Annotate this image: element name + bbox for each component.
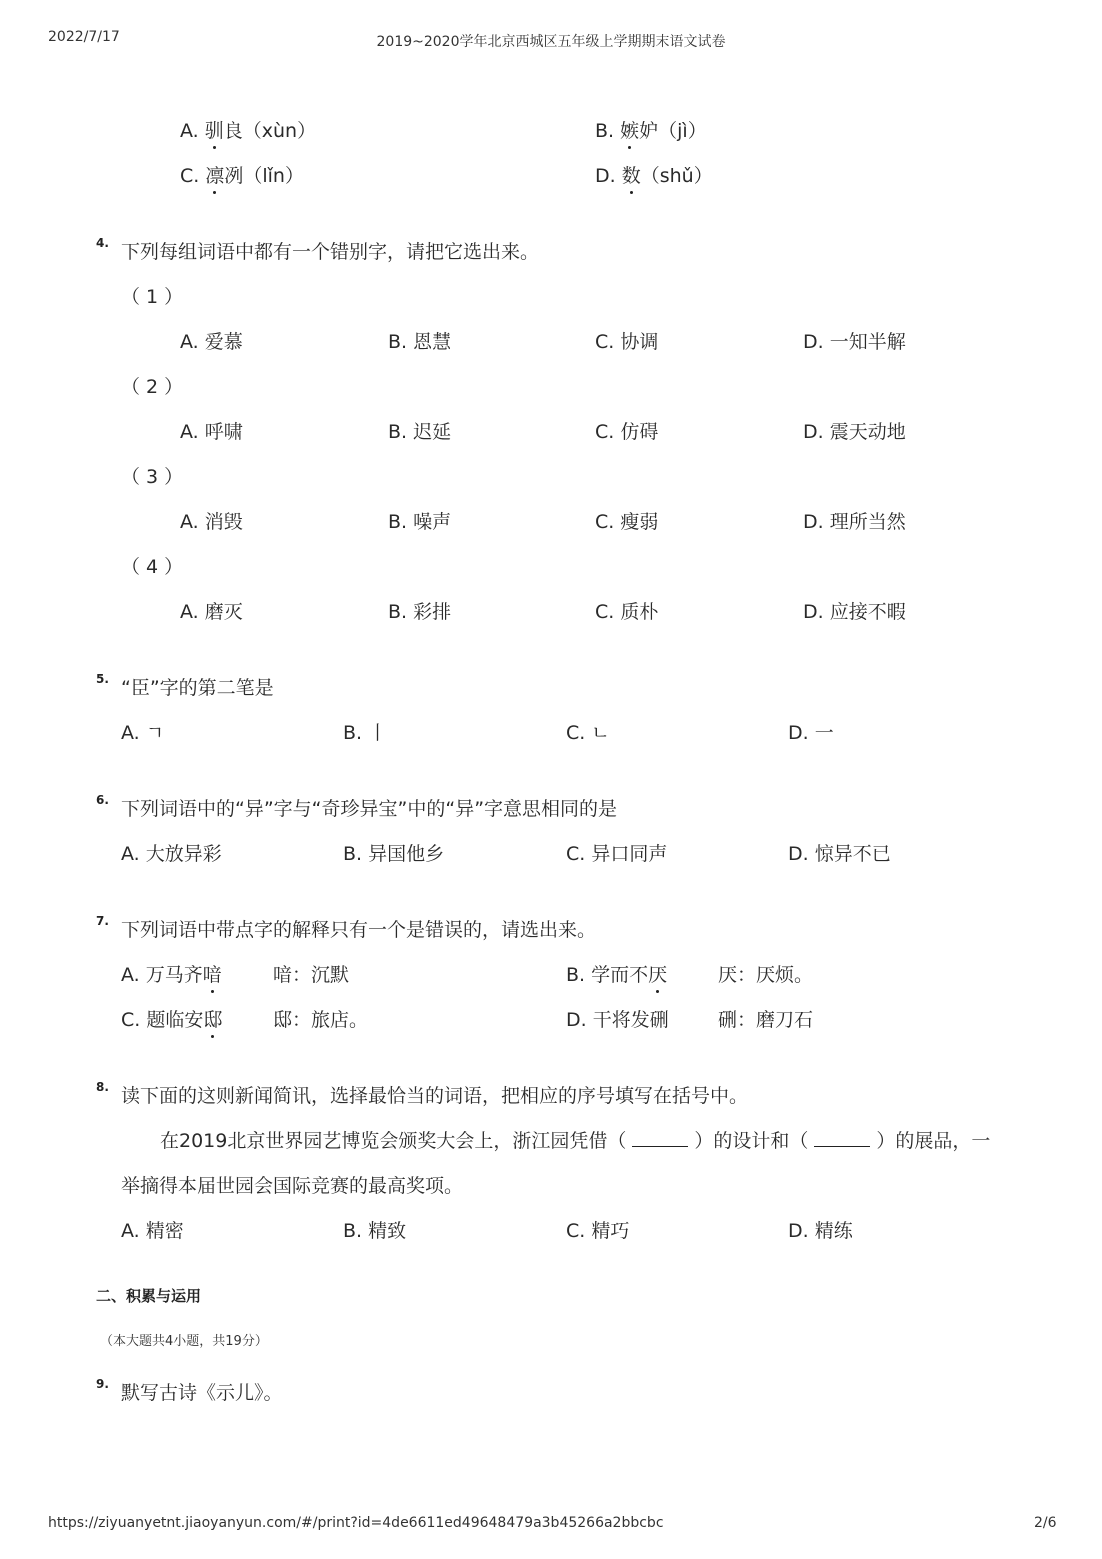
document-title: 2019~2020学年北京西城区五年级上学期期末语文试卷: [376, 34, 726, 50]
footer-url[interactable]: https://ziyuanyetnt.jiaoyanyun.com/#/print?id=4de6611ed49648479a3b45266a2bbcbc: [48, 1515, 664, 1531]
q8-passage-line-1: 在2019北京世界园艺博览会颁奖大会上，浙江园凭借（ ）的设计和（ ）的展品，一: [160, 1130, 991, 1152]
answer-blank-1[interactable]: [632, 1132, 688, 1147]
q4-g3-option-c[interactable]: C. 瘦弱: [595, 511, 659, 533]
q4-text: 下列每组词语中都有一个错别字，请把它选出来。: [121, 241, 540, 263]
dotted-char: 厌: [648, 960, 667, 987]
q3-option-c[interactable]: C. 凛冽（lǐn）: [180, 161, 304, 188]
q4-g1-option-c[interactable]: C. 协调: [595, 331, 659, 353]
dotted-char: 邸: [203, 1005, 222, 1032]
print-date: 2022/7/17: [48, 29, 120, 45]
q3-option-b[interactable]: B. 嫉妒（jì）: [595, 116, 707, 143]
q7-option-b-explain: 厌：厌烦。: [718, 964, 814, 986]
q6-option-b[interactable]: B. 异国他乡: [343, 843, 445, 865]
page-number: 2/6: [1034, 1515, 1057, 1531]
q4-g2-option-b[interactable]: B. 迟延: [388, 421, 452, 443]
q4-group-1-label: （ 1 ）: [121, 286, 184, 308]
q5-text: “臣”字的第二笔是: [121, 677, 274, 699]
q6-option-a[interactable]: A. 大放异彩: [121, 843, 222, 865]
q9-number: 9.: [96, 1377, 109, 1391]
q5-option-b[interactable]: B. 丨: [343, 722, 388, 744]
q5-number: 5.: [96, 672, 109, 686]
q7-option-d-explain: 硎：磨刀石: [718, 1009, 814, 1031]
q4-g1-option-a[interactable]: A. 爱慕: [180, 331, 243, 353]
q4-group-4-label: （ 4 ）: [121, 556, 184, 578]
q4-g2-option-c[interactable]: C. 仿碍: [595, 421, 659, 443]
dotted-char: 嫉: [620, 116, 639, 143]
q4-g4-option-d[interactable]: D. 应接不暇: [803, 601, 906, 623]
q4-g4-option-a[interactable]: A. 磨灭: [180, 601, 243, 623]
plain-char: 硎: [649, 1009, 669, 1031]
q4-number: 4.: [96, 236, 109, 250]
q7-option-c[interactable]: C. 题临安邸: [121, 1005, 222, 1032]
q3-option-a[interactable]: A. 驯良（xùn）: [180, 116, 316, 143]
dotted-char: 驯: [205, 116, 224, 143]
q8-passage-line-2: 举摘得本届世园会国际竞赛的最高奖项。: [121, 1175, 464, 1197]
q4-group-2-label: （ 2 ）: [121, 376, 184, 398]
q8-option-d[interactable]: D. 精练: [788, 1220, 853, 1242]
q4-g1-option-b[interactable]: B. 恩慧: [388, 331, 452, 353]
q5-option-a[interactable]: A. ㄱ: [121, 722, 165, 744]
q4-g3-option-d[interactable]: D. 理所当然: [803, 511, 906, 533]
dotted-char: 数: [622, 161, 641, 188]
q7-text: 下列词语中带点字的解释只有一个是错误的，请选出来。: [121, 919, 597, 941]
q4-g2-option-a[interactable]: A. 呼啸: [180, 421, 243, 443]
q7-option-a-explain: 喑：沉默: [273, 964, 350, 986]
q3-option-d[interactable]: D. 数（shǔ）: [595, 161, 713, 188]
q4-g3-option-b[interactable]: B. 噪声: [388, 511, 452, 533]
q4-g2-option-d[interactable]: D. 震天动地: [803, 421, 906, 443]
q8-option-a[interactable]: A. 精密: [121, 1220, 184, 1242]
q6-option-c[interactable]: C. 异口同声: [566, 843, 668, 865]
q5-option-d[interactable]: D. 一: [788, 722, 834, 744]
dotted-char: 凛: [205, 161, 224, 188]
q7-option-d[interactable]: D. 干将发硎: [566, 1009, 669, 1031]
q8-number: 8.: [96, 1080, 109, 1094]
q6-text: 下列词语中的“异”字与“奇珍异宝”中的“异”字意思相同的是: [121, 798, 618, 820]
q7-option-b[interactable]: B. 学而不厌: [566, 960, 667, 987]
q5-option-c[interactable]: C. ㄴ: [566, 722, 610, 744]
q8-text: 读下面的这则新闻简讯，选择最恰当的词语，把相应的序号填写在括号中。: [121, 1085, 749, 1107]
q6-number: 6.: [96, 793, 109, 807]
q8-option-c[interactable]: C. 精巧: [566, 1220, 630, 1242]
q6-option-d[interactable]: D. 惊异不已: [788, 843, 891, 865]
section-2-note: （本大题共4小题，共19分）: [100, 1334, 268, 1349]
dotted-char: 喑: [203, 960, 222, 987]
q7-number: 7.: [96, 914, 109, 928]
q4-g4-option-c[interactable]: C. 质朴: [595, 601, 659, 623]
q4-g4-option-b[interactable]: B. 彩排: [388, 601, 452, 623]
q8-option-b[interactable]: B. 精致: [343, 1220, 407, 1242]
q4-group-3-label: （ 3 ）: [121, 466, 184, 488]
q7-option-a[interactable]: A. 万马齐喑: [121, 960, 222, 987]
q9-text: 默写古诗《示儿》。: [121, 1382, 283, 1404]
q4-g1-option-d[interactable]: D. 一知半解: [803, 331, 906, 353]
q7-option-c-explain: 邸：旅店。: [273, 1009, 369, 1031]
answer-blank-2[interactable]: [814, 1132, 870, 1147]
q4-g3-option-a[interactable]: A. 消毁: [180, 511, 243, 533]
section-2-title: 二、积累与运用: [96, 1287, 202, 1305]
